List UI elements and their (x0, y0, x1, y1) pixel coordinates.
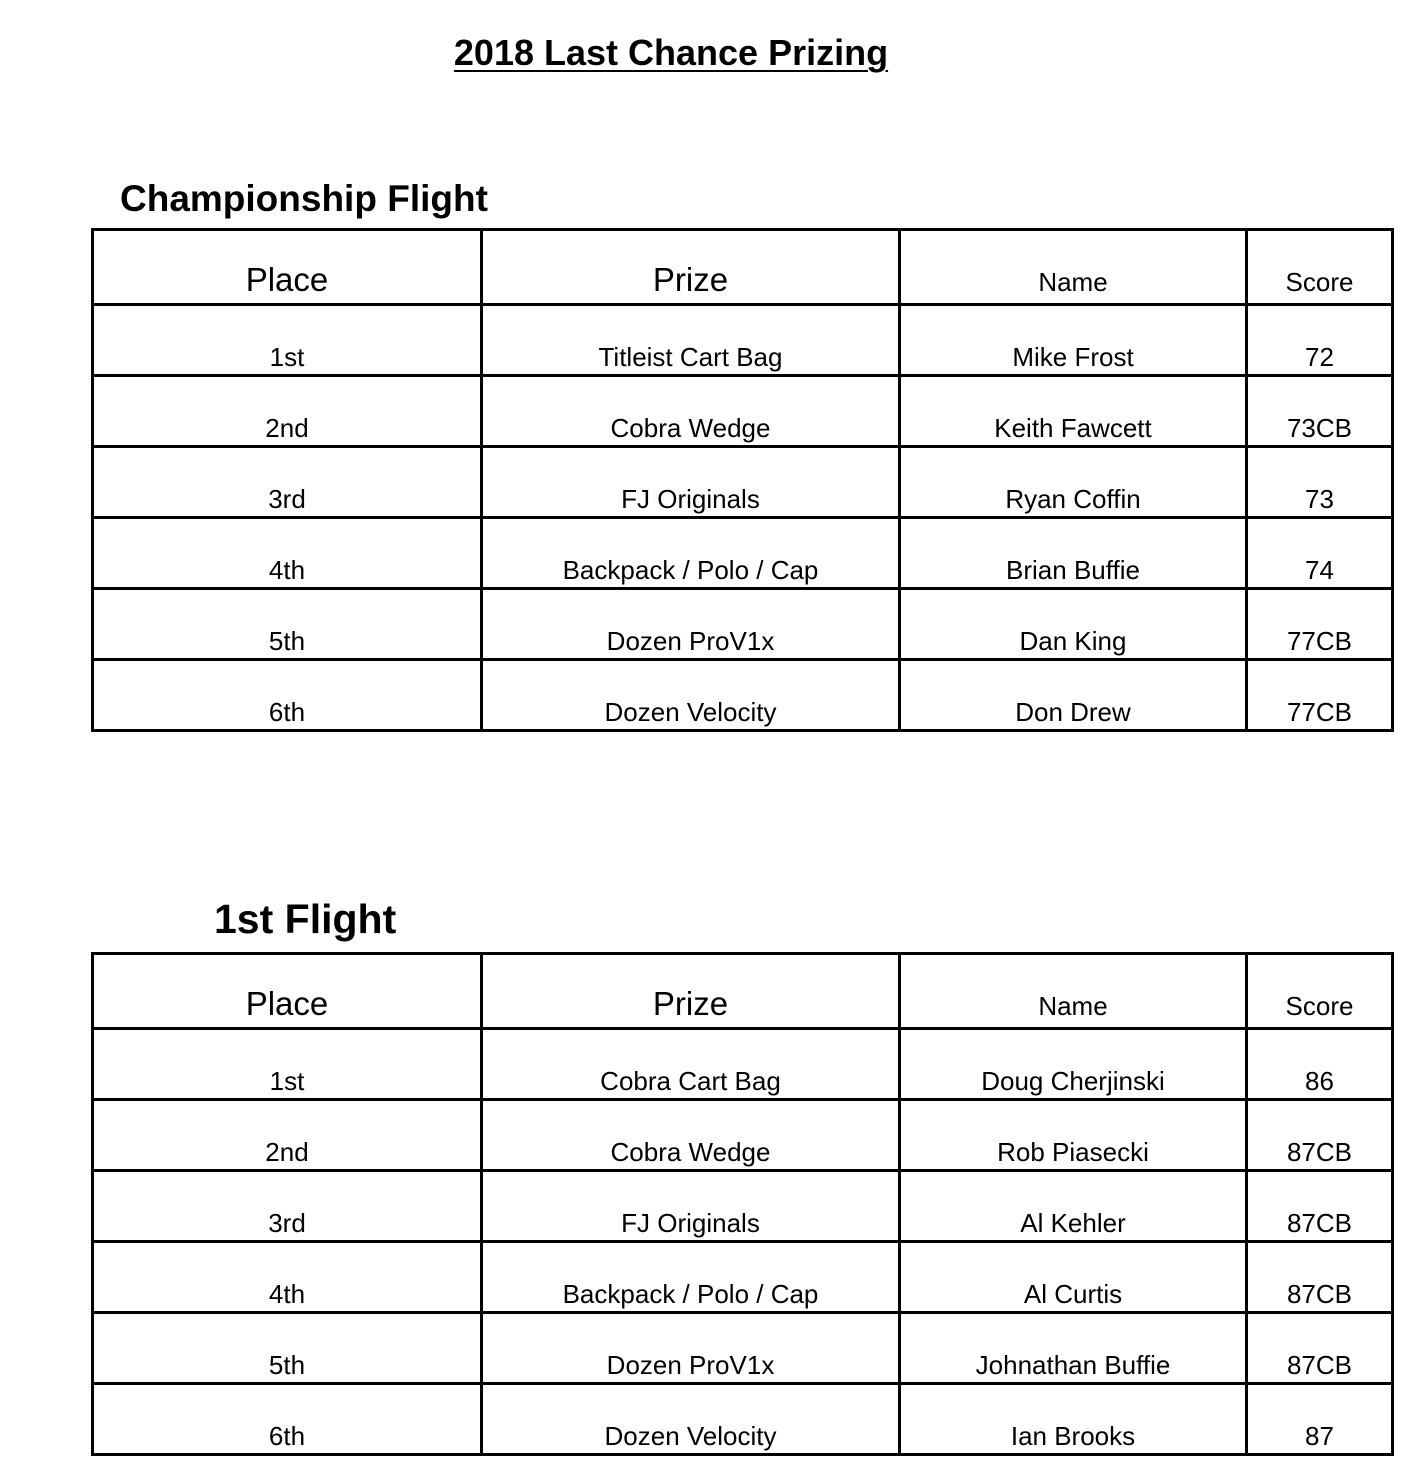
prize-cell: FJ Originals (482, 1171, 900, 1242)
championship-flight-heading: Championship Flight (120, 178, 488, 219)
table-header-row (93, 954, 1393, 1029)
table-row (93, 589, 1393, 660)
table-row (93, 447, 1393, 518)
document-title: 2018 Last Chance Prizing (453, 32, 889, 73)
column-header-prize: Prize (482, 230, 900, 305)
column-header-score: Score (1247, 954, 1393, 1029)
column-header-prize: Prize (482, 954, 900, 1029)
prize-cell: Dozen Velocity (482, 1384, 900, 1455)
place-cell: 3rd (93, 447, 482, 518)
place-cell: 1st (93, 1029, 482, 1100)
name-cell: Brian Buffie (900, 518, 1247, 589)
column-header-name: Name (900, 954, 1247, 1029)
score-cell: 87CB (1247, 1100, 1393, 1171)
score-cell: 87CB (1247, 1242, 1393, 1313)
name-cell: Ian Brooks (900, 1384, 1247, 1455)
score-cell: 77CB (1247, 660, 1393, 731)
name-cell: Don Drew (900, 660, 1247, 731)
score-cell: 86 (1247, 1029, 1393, 1100)
name-cell: Johnathan Buffie (900, 1313, 1247, 1384)
place-cell: 5th (93, 1313, 482, 1384)
place-cell: 1st (93, 305, 482, 376)
name-cell: Al Curtis (900, 1242, 1247, 1313)
table-row (93, 660, 1393, 731)
place-cell: 5th (93, 589, 482, 660)
table-row (93, 1313, 1393, 1384)
prize-cell: Backpack / Polo / Cap (482, 1242, 900, 1313)
score-cell: 74 (1247, 518, 1393, 589)
score-cell: 73CB (1247, 376, 1393, 447)
table-row (93, 1242, 1393, 1313)
name-cell: Rob Piasecki (900, 1100, 1247, 1171)
score-cell: 77CB (1247, 589, 1393, 660)
table-row (93, 1384, 1393, 1455)
column-header-place: Place (93, 230, 482, 305)
prize-cell: Dozen ProV1x (482, 589, 900, 660)
prize-cell: Backpack / Polo / Cap (482, 518, 900, 589)
prize-cell: Titleist Cart Bag (482, 305, 900, 376)
place-cell: 3rd (93, 1171, 482, 1242)
table-row (93, 305, 1393, 376)
name-cell: Dan King (900, 589, 1247, 660)
first-flight-heading: 1st Flight (214, 896, 397, 942)
score-cell: 87 (1247, 1384, 1393, 1455)
name-cell: Doug Cherjinski (900, 1029, 1247, 1100)
table-header-row (93, 230, 1393, 305)
name-cell: Al Kehler (900, 1171, 1247, 1242)
prize-cell: FJ Originals (482, 447, 900, 518)
prize-cell: Cobra Wedge (482, 1100, 900, 1171)
score-cell: 87CB (1247, 1171, 1393, 1242)
name-cell: Keith Fawcett (900, 376, 1247, 447)
place-cell: 4th (93, 518, 482, 589)
name-cell: Ryan Coffin (900, 447, 1247, 518)
prize-cell: Cobra Wedge (482, 376, 900, 447)
table-row (93, 1029, 1393, 1100)
championship-flight-table (91, 228, 1394, 732)
place-cell: 6th (93, 1384, 482, 1455)
place-cell: 2nd (93, 376, 482, 447)
column-header-score: Score (1247, 230, 1393, 305)
score-cell: 87CB (1247, 1313, 1393, 1384)
column-header-name: Name (900, 230, 1247, 305)
table-row (93, 376, 1393, 447)
table-row (93, 518, 1393, 589)
name-cell: Mike Frost (900, 305, 1247, 376)
place-cell: 4th (93, 1242, 482, 1313)
score-cell: 72 (1247, 305, 1393, 376)
place-cell: 6th (93, 660, 482, 731)
prize-cell: Cobra Cart Bag (482, 1029, 900, 1100)
table-row (93, 1100, 1393, 1171)
place-cell: 2nd (93, 1100, 482, 1171)
score-cell: 73 (1247, 447, 1393, 518)
first-flight-table (91, 952, 1394, 1456)
prize-cell: Dozen Velocity (482, 660, 900, 731)
table-row (93, 1171, 1393, 1242)
column-header-place: Place (93, 954, 482, 1029)
prize-cell: Dozen ProV1x (482, 1313, 900, 1384)
